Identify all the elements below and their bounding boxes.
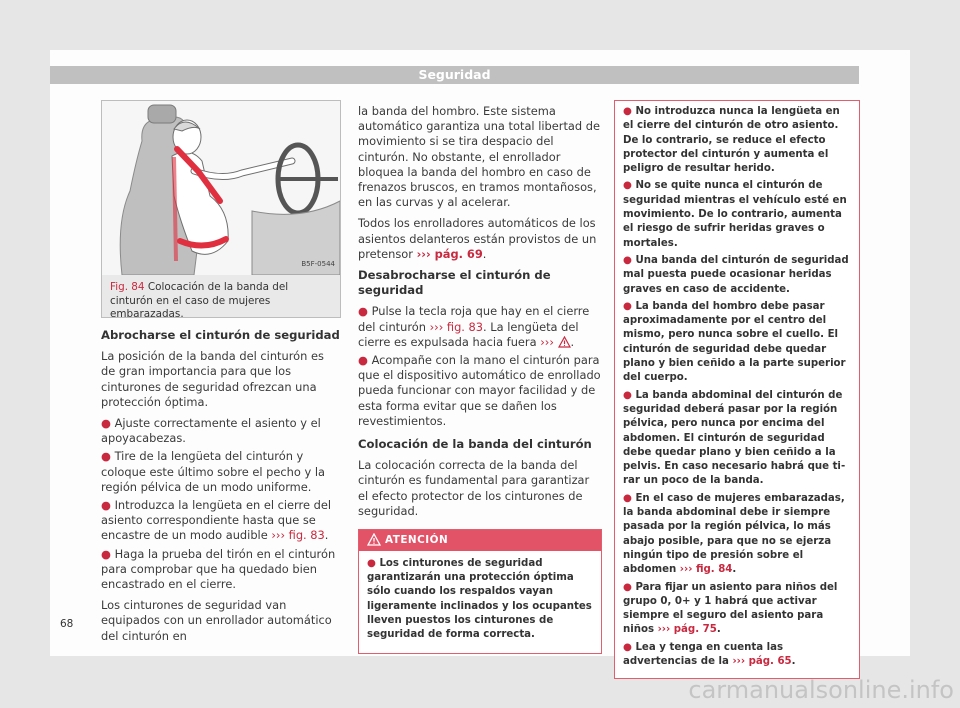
list-item-text: Pulse la tecla roja que hay en el cierre del cinturón: [358, 304, 590, 334]
warning-item: [623, 105, 851, 176]
warning-item-text: La banda del hombro debe pasar aproximadamente por el centro del mismo, pero nunca sobre el cuello. El cinturón de seguridad debe quedar plano y bien ceñido a la parte superior del cuerpo.: [623, 300, 846, 384]
bullet-icon: ●: [623, 492, 636, 504]
warning-title: ATENCIÓN: [385, 534, 449, 547]
header-title: Seguridad: [418, 67, 491, 82]
bullet-icon: ●: [623, 581, 636, 593]
warning-item-text: En el caso de mujeres embarazadas, la banda abdominal debe ir siempre pasada por la región pélvica, lo más abajo posible, para que no se ejerza ningún tipo de presión sobre el abdomen: [623, 492, 845, 576]
warning-item-text: Lea y tenga en cuenta las advertencias de la: [623, 641, 784, 667]
pregnant-seatbelt-illustration: [102, 101, 340, 275]
bullet-icon: ●: [623, 180, 636, 192]
fig-83-link[interactable]: ››› fig. 83: [429, 319, 484, 334]
list-item-text: Ajuste correctamente el asiento y el apoyacabezas.: [101, 416, 321, 446]
list-item: [101, 416, 341, 446]
paragraph-colocacion: La colocación correcta de la banda del cinturón es fundamental para garantizar el efecto protector de los cinturones de seguridad.: [358, 458, 590, 518]
bullet-icon: ●: [101, 498, 115, 513]
watermark: carmanualsonline.info: [688, 676, 954, 704]
warning-body: [359, 551, 601, 653]
list-item: [358, 353, 602, 429]
list-item: [101, 449, 341, 495]
list-item-text: . La lengüeta del cierre es expulsada hacia fuera: [358, 319, 579, 349]
list-item: ● Introduzca la lengüeta en el cierre del asiento correspondiente hasta que se encastre de un modo audible ››› fig. 83.: [101, 498, 332, 543]
list-item-text: Introduzca la lengüeta en el cierre del asiento correspondiente hasta que se encastre de un modo audible: [101, 498, 332, 543]
figure-caption: [102, 275, 340, 320]
warning-header: [359, 530, 601, 551]
warning-item: ● Para fijar un asiento para niños del grupo 0, 0+ y 1 habrá que activar siempre el seguro del asiento para niños ››› pág. 75.: [623, 581, 838, 636]
fig-84-link[interactable]: ››› fig. 84: [679, 564, 733, 576]
column-1: [101, 100, 341, 650]
figure-84: [101, 100, 341, 318]
paragraph-enrollador: Los cinturones de seguridad van equipados con un enrollador automático del cinturón en: [101, 598, 332, 643]
paragraph-banda-hombro: la banda del hombro. Este sistema automático garantiza una total libertad de movimiento si se tira despacio del cinturón. No obstante, el enrollador bloquea la banda del hombro en caso de frenazos bruscos, en tramos montañosos, en las curvas y al acelerar.: [358, 104, 600, 210]
warning-item: [623, 179, 851, 250]
bullet-icon: ●: [623, 254, 636, 266]
bullet-icon: ●: [367, 558, 380, 570]
warning-triangle-icon: [558, 336, 571, 348]
column-2: [358, 104, 602, 654]
figure-code: B5F-0544: [301, 259, 335, 268]
warning-item-text: Los cinturones de seguridad garantizarán una protección óptima sólo cuando los respaldos vayan ligeramente inclinados y los ocupantes lleven puestos los cinturones de seguridad de forma correcta.: [367, 558, 592, 641]
paragraph-pretensor: Todos los enrolladores automáticos de los asientos delanteros están provistos de un pretensor ››› pág. 69.: [358, 216, 597, 261]
heading-abrocharse: Abrocharse el cinturón de seguridad: [101, 328, 340, 342]
warning-item: [367, 557, 593, 642]
bullet-icon: ●: [101, 416, 115, 431]
list-item: [101, 547, 341, 593]
pag-65-link[interactable]: ››› pág. 65: [732, 655, 792, 667]
warning-item: [623, 300, 851, 386]
page-number: 68: [60, 618, 74, 630]
pag-75-link[interactable]: ››› pág. 75: [657, 624, 717, 636]
paragraph-intro: La posición de la banda del cinturón es de gran importancia para que los cinturones de seguridad ofrezcan una protección óptima.: [101, 349, 324, 409]
bullet-icon: ●: [358, 304, 372, 319]
bullet-icon: ●: [358, 353, 372, 368]
warning-item-text: La banda abdominal del cinturón de seguridad deberá pasar por la región pélvica, pero nunca por encima del abdomen. El cinturón de seguridad debe quedar plano y bien ceñido a la pelvis. En caso necesario habrá que tirar un poco de la banda.: [623, 389, 846, 487]
warning-item-text: No introduzca nunca la lengüeta en el cierre del cinturón de otro asiento. De lo contrario, se reduce el efecto protector del cinturón y aumenta el peligro de resultar herido.: [623, 106, 840, 175]
heading-desabrocharse: Desabrocharse el cinturón de seguridad: [358, 268, 551, 298]
warning-item-text: Para fijar un asiento para niños del grupo 0, 0+ y 1 habrá que activar siempre el seguro del asiento para niños: [623, 581, 838, 636]
warning-triangle-icon: [367, 533, 381, 546]
fig-83-link[interactable]: ››› fig. 83: [271, 528, 325, 543]
figure-caption-text: Colocación de la banda del cinturón en el caso de mujeres embarazadas.: [110, 281, 289, 320]
figure-illustration: [102, 101, 340, 275]
warning-item: [623, 389, 851, 489]
bullet-icon: ●: [623, 300, 636, 312]
warning-item-text: No se quite nunca el cinturón de seguridad mientras el vehículo esté en movimiento. De lo contrario, aumenta el riesgo de sufrir heridas graves o mortales.: [623, 180, 847, 249]
warning-body: [615, 101, 859, 678]
figure-label: Fig. 84: [110, 281, 145, 293]
warning-box: [358, 529, 602, 654]
warning-ref-link[interactable]: ›››: [540, 334, 554, 349]
warning-box-continued: [614, 100, 860, 679]
list-item-text: Acompañe con la mano el cinturón para que el dispositivo automático de enrollado pueda funcionar con mayor facilidad y de esta forma evitar que se dañen los revestimientos.: [358, 353, 601, 428]
bullet-icon: ●: [623, 641, 636, 653]
warning-item-text: Una banda del cinturón de seguridad mal puesta puede ocasionar heridas graves en caso de accidente.: [623, 254, 849, 295]
paragraph-text: Todos los enrolladores automáticos de los asientos delanteros están provistos de un pretensor: [358, 216, 597, 261]
bullet-icon: ●: [623, 389, 636, 401]
bullet-icon: ●: [623, 106, 636, 117]
warning-item: ● Lea y tenga en cuenta las advertencias de la ››› pág. 65.: [623, 641, 796, 667]
heading-colocacion: Colocación de la banda del cinturón: [358, 437, 592, 452]
page-header: [50, 66, 859, 84]
list-item-text: Haga la prueba del tirón en el cinturón para comprobar que ha quedado bien encastrado en el cierre.: [101, 546, 336, 592]
bullet-icon: ●: [101, 546, 115, 561]
pag-69-link[interactable]: ››› pág. 69: [416, 246, 483, 261]
warning-item: [623, 254, 851, 297]
bullet-icon: ●: [101, 449, 115, 464]
list-item-text: Tire de la lengüeta del cinturón y coloque este último sobre el pecho y la región pélvica de un modo uniforme.: [101, 449, 325, 494]
column-3: [614, 100, 860, 679]
warning-item: ● En el caso de mujeres embarazadas, la banda abdominal debe ir siempre pasada por la región pélvica, lo más abajo posible, para que no se ejerza ningún tipo de presión sobre el abdomen ››› fig. 84.: [623, 492, 845, 576]
list-item: ● Pulse la tecla roja que hay en el cierre del cinturón ››› fig. 83. La lengüeta del cierre es expulsada hacia fuera ››› .: [358, 304, 590, 349]
